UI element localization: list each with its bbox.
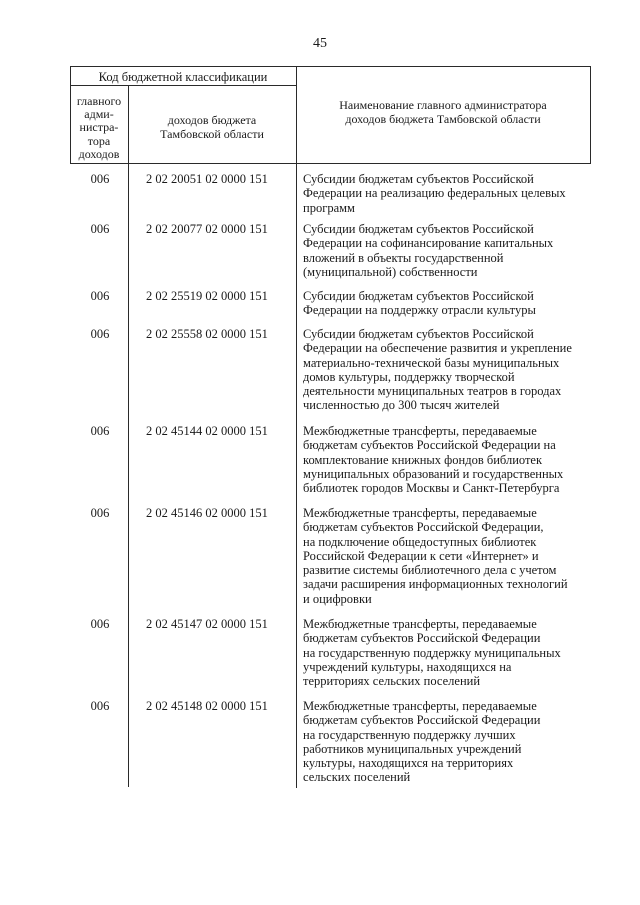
administrator-name: Межбюджетные трансферты, передаваемые бюджетам субъектов Российской Федерации на комплектование книжных фондов библиотек муниципальных образований и государственных библиотек городов Москвы и Санкт-Петербурга (303, 424, 564, 496)
header-name: Наименование главного администратора доходов бюджета Тамбовской области (339, 98, 547, 126)
admin-code: 006 (90, 289, 110, 303)
admin-code: 006 (90, 424, 110, 438)
administrator-name: Субсидии бюджетам субъектов Российской Федерации на реализацию федеральных целевых программ (303, 172, 566, 215)
budget-code: 2 02 20077 02 0000 151 (146, 222, 268, 236)
header-code: доходов бюджета Тамбовской области (160, 113, 264, 141)
administrator-name: Межбюджетные трансферты, передаваемые бюджетам субъектов Российской Федерации на государственную поддержку муниципальных учреждений культуры, находящихся на территориях сельских поселений (303, 617, 561, 689)
budget-code: 2 02 20051 02 0000 151 (146, 172, 268, 186)
administrator-name: Субсидии бюджетам субъектов Российской Федерации на софинансирование капитальных вложений в объекты государственной (муниципальной) собственности (303, 222, 554, 279)
header-group-label: Код бюджетной классификации (98, 70, 268, 84)
budget-code: 2 02 45147 02 0000 151 (146, 617, 268, 631)
budget-code: 2 02 45144 02 0000 151 (146, 424, 268, 438)
budget-code: 2 02 25519 02 0000 151 (146, 289, 268, 303)
column-divider-code (296, 66, 297, 788)
admin-code: 006 (90, 617, 110, 631)
table-right-border (590, 66, 591, 164)
budget-code: 2 02 25558 02 0000 151 (146, 327, 268, 341)
admin-code: 006 (90, 172, 110, 186)
administrator-name: Межбюджетные трансферты, передаваемые бюджетам субъектов Российской Федерации на государственную поддержку лучших работников муниципальных учреждений культуры, находящихся на территориях сельских поселений (303, 699, 541, 785)
administrator-name: Субсидии бюджетам субъектов Российской Федерации на поддержку отрасли культуры (303, 289, 536, 318)
admin-code: 006 (90, 222, 110, 236)
admin-code: 006 (90, 506, 110, 520)
admin-code: 006 (90, 327, 110, 341)
admin-code: 006 (90, 699, 110, 713)
header-admin: главного адми- нистра- тора доходов (76, 94, 122, 161)
header-bottom-border (70, 163, 590, 164)
budget-code: 2 02 45146 02 0000 151 (146, 506, 268, 520)
page-number: 45 (313, 36, 327, 51)
header-group-divider (70, 85, 296, 86)
administrator-name: Межбюджетные трансферты, передаваемые бюджетам субъектов Российской Федерации, на подключение общедоступных библиотек Российской Федерации к сети «Интернет» и развитие системы библиотечного дела с учетом задачи расширения информационных технологий и оцифровки (303, 506, 568, 606)
column-divider-admin (128, 85, 129, 787)
table-top-border (70, 66, 590, 67)
administrator-name: Субсидии бюджетам субъектов Российской Федерации на обеспечение развития и укрепление материально-технической базы муниципальных домов культуры, поддержку творческой деятельности муниципальных театров в городах численностью до 300 тысяч жителей (303, 327, 572, 413)
budget-code: 2 02 45148 02 0000 151 (146, 699, 268, 713)
